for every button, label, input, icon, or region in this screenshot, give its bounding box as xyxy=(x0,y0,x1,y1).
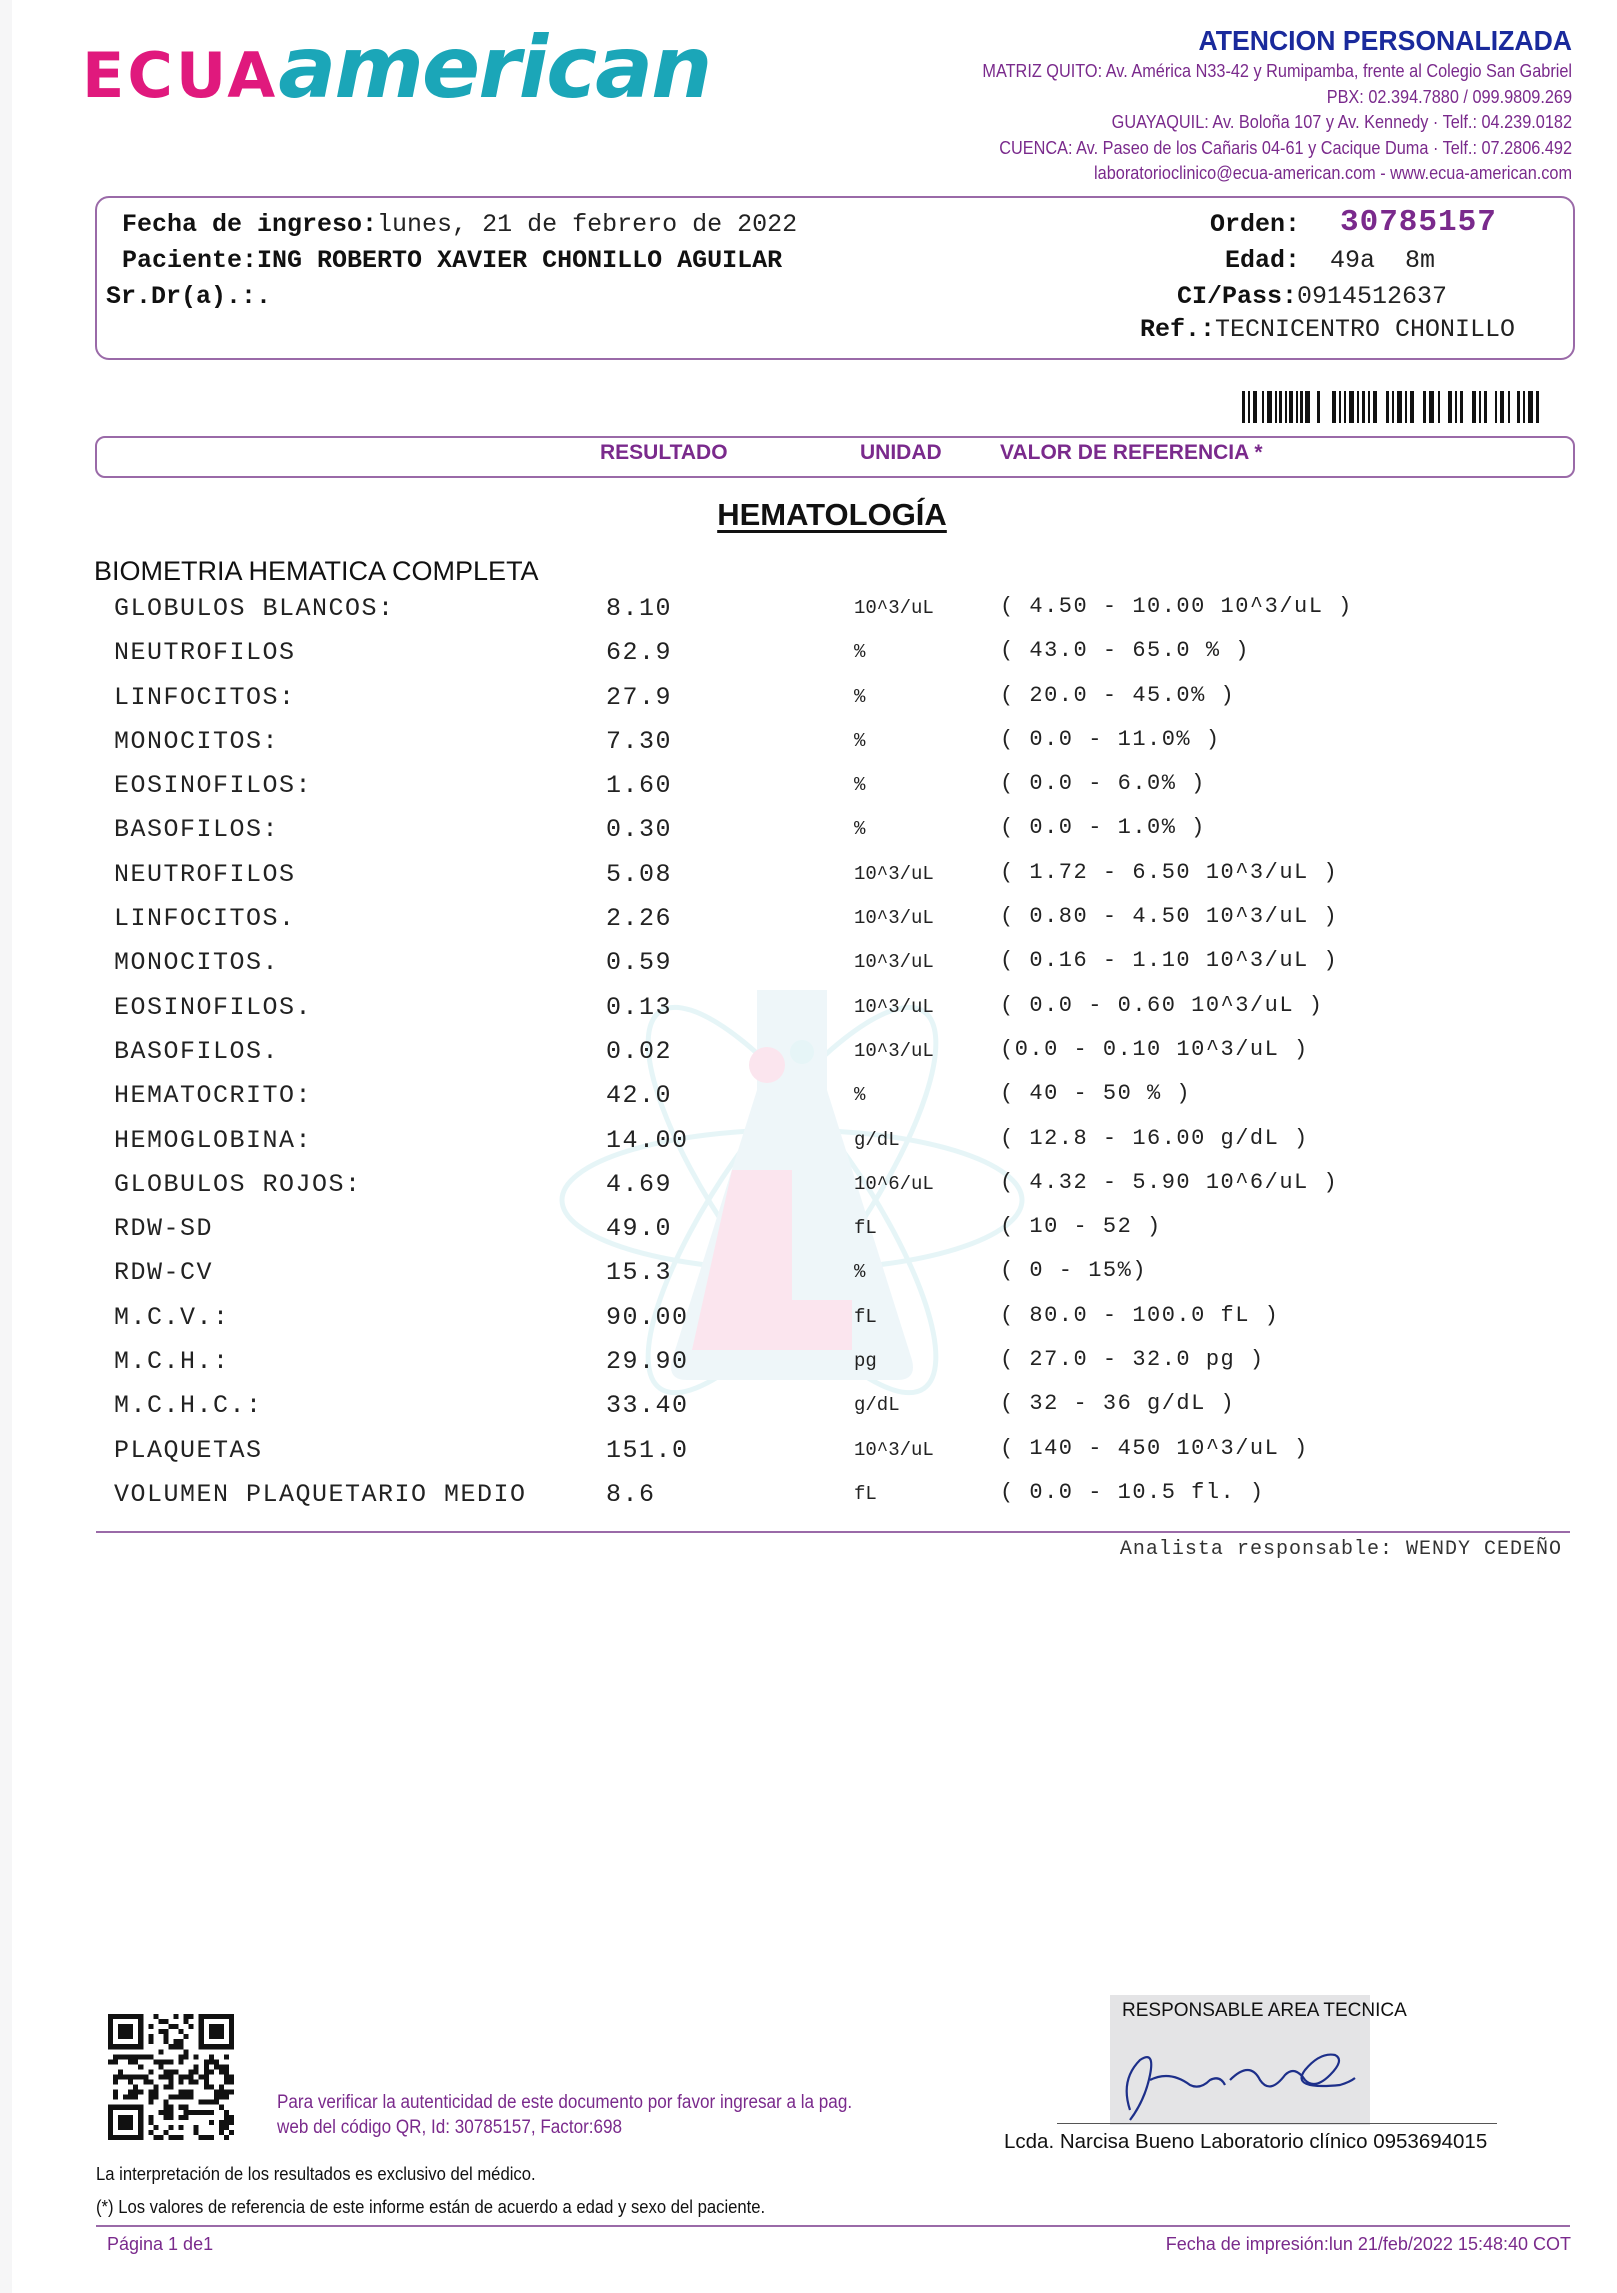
signer-name: Lcda. Narcisa Bueno Laboratorio clínico 0953694015 xyxy=(1004,2130,1488,2153)
test-reference: ( 0.0 - 11.0% ) xyxy=(1000,726,1221,752)
test-result: 4.69 xyxy=(606,1169,673,1199)
ci-value: 0914512637 xyxy=(1297,282,1448,311)
test-reference: ( 0.0 - 6.0% ) xyxy=(1000,771,1206,797)
barcode xyxy=(1242,391,1542,423)
signature xyxy=(1110,2030,1360,2125)
test-name: BASOFILOS. xyxy=(114,1036,280,1066)
analyst: Analista responsable: WENDY CEDEÑO xyxy=(1119,1538,1562,1561)
test-result: 14.00 xyxy=(606,1125,689,1155)
test-name: NEUTROFILOS xyxy=(114,859,296,889)
signature-line xyxy=(1057,2123,1497,2124)
result-row xyxy=(114,1037,1574,1081)
test-unit: fL xyxy=(854,1482,877,1505)
test-name: HEMOGLOBINA: xyxy=(114,1125,313,1155)
test-result: 8.10 xyxy=(606,594,673,623)
note-interpretation: La interpretación de los resultados es exclusivo del médico. xyxy=(96,2163,536,2184)
test-name: VOLUMEN PLAQUETARIO MEDIO xyxy=(114,1479,527,1509)
test-result: 0.02 xyxy=(606,1036,673,1066)
test-unit: 10^3/uL xyxy=(854,951,934,974)
ci xyxy=(1177,282,1447,311)
result-row xyxy=(114,1126,1574,1170)
test-unit: 10^3/uL xyxy=(854,907,934,930)
note-reference: (*) Los valores de referencia de este informe están de acuerdo a edad y sexo del paciente. xyxy=(96,2196,766,2217)
paciente-label: Paciente: xyxy=(122,246,258,275)
test-unit: 10^3/uL xyxy=(854,995,934,1018)
test-unit: g/dL xyxy=(854,1128,900,1151)
test-name: GLOBULOS ROJOS: xyxy=(114,1169,362,1199)
test-unit: g/dL xyxy=(854,1394,900,1417)
paciente-value: ING ROBERTO XAVIER CHONILLO AGUILAR xyxy=(257,246,783,275)
fecha-value: lunes, 21 de febrero de 2022 xyxy=(377,210,798,239)
test-unit: % xyxy=(854,1261,866,1284)
test-unit: pg xyxy=(854,1350,877,1373)
result-row xyxy=(114,815,1574,859)
test-reference: ( 40 - 50 % ) xyxy=(1000,1081,1192,1107)
fecha-label: Fecha de ingreso: xyxy=(122,210,378,239)
test-name: BASOFILOS: xyxy=(114,815,280,845)
test-result: 0.13 xyxy=(606,992,673,1022)
test-reference: (0.0 - 0.10 10^3/uL ) xyxy=(1000,1036,1309,1062)
ref-value: TECNICENTRO CHONILLO xyxy=(1215,315,1516,344)
report-page xyxy=(12,0,1617,2293)
result-row xyxy=(114,1347,1574,1391)
test-unit: % xyxy=(854,1084,866,1107)
test-result: 7.30 xyxy=(606,726,673,756)
result-row xyxy=(114,993,1574,1037)
test-reference: ( 27.0 - 32.0 pg ) xyxy=(1000,1347,1265,1373)
result-row xyxy=(114,860,1574,904)
test-name: PLAQUETAS xyxy=(114,1435,263,1465)
contact-line: PBX: 02.394.7880 / 099.9809.269 xyxy=(1326,85,1572,107)
test-name: M.C.H.: xyxy=(114,1347,230,1377)
paciente xyxy=(122,246,782,275)
ref-label: Ref.: xyxy=(1140,315,1216,344)
col-referencia: VALOR DE REFERENCIA * xyxy=(1000,441,1263,464)
test-name: EOSINOFILOS: xyxy=(114,771,313,801)
test-result: 49.0 xyxy=(606,1214,673,1244)
ci-label: CI/Pass: xyxy=(1177,282,1298,311)
contact-line: CUENCA: Av. Paseo de los Cañaris 04-61 y Cacique Duma · Telf.: 07.2806.492 xyxy=(999,136,1572,158)
test-reference: ( 0.0 - 1.0% ) xyxy=(1000,815,1206,841)
panel-title: BIOMETRIA HEMATICA COMPLETA xyxy=(94,556,539,586)
test-reference: ( 0.80 - 4.50 10^3/uL ) xyxy=(1000,904,1339,930)
test-result: 1.60 xyxy=(606,771,673,801)
result-row xyxy=(114,638,1574,682)
result-row xyxy=(114,948,1574,992)
fecha-ingreso xyxy=(122,210,797,239)
test-unit: % xyxy=(854,641,866,664)
test-result: 29.90 xyxy=(606,1347,689,1377)
test-name: MONOCITOS: xyxy=(114,726,280,756)
contact-block xyxy=(982,24,1572,186)
test-reference: ( 43.0 - 65.0 % ) xyxy=(1000,638,1250,664)
test-reference: ( 12.8 - 16.00 g/dL ) xyxy=(1000,1125,1309,1151)
test-result: 33.40 xyxy=(606,1391,689,1421)
contact-heading: ATENCION PERSONALIZADA xyxy=(1198,25,1572,56)
test-reference: ( 1.72 - 6.50 10^3/uL ) xyxy=(1000,859,1339,885)
test-result: 27.9 xyxy=(606,682,673,712)
results-separator xyxy=(96,1531,1570,1533)
qr-code xyxy=(108,2014,234,2140)
test-reference: ( 0.0 - 10.5 fl. ) xyxy=(1000,1479,1265,1505)
column-header-box xyxy=(95,436,1575,478)
footer-separator xyxy=(96,2225,1570,2227)
test-result: 90.00 xyxy=(606,1302,689,1332)
result-row xyxy=(114,1391,1574,1435)
results-table xyxy=(114,594,1574,1524)
test-result: 5.08 xyxy=(606,859,673,889)
test-result: 62.9 xyxy=(606,638,673,668)
verify-line: web del código QR, Id: 30785157, Factor:698 xyxy=(277,2117,623,2138)
test-result: 0.30 xyxy=(606,815,673,845)
col-resultado: RESULTADO xyxy=(600,441,728,464)
result-row xyxy=(114,727,1574,771)
test-name: LINFOCITOS: xyxy=(114,682,296,712)
test-reference: ( 20.0 - 45.0% ) xyxy=(1000,682,1236,708)
brand-logo xyxy=(82,18,711,118)
test-name: M.C.V.: xyxy=(114,1302,230,1332)
logo-ecua: ECUA xyxy=(82,39,279,112)
ref xyxy=(1140,315,1515,344)
result-row xyxy=(114,1081,1574,1125)
test-name: NEUTROFILOS xyxy=(114,638,296,668)
doctor-label: Sr.Dr(a).:. xyxy=(106,282,272,311)
test-unit: 10^3/uL xyxy=(854,862,934,885)
test-unit: 10^6/uL xyxy=(854,1172,934,1195)
result-row xyxy=(114,1214,1574,1258)
test-name: M.C.H.C.: xyxy=(114,1391,263,1421)
test-unit: fL xyxy=(854,1217,877,1240)
test-reference: ( 10 - 52 ) xyxy=(1000,1214,1162,1240)
orden-label: Orden: xyxy=(1210,210,1301,239)
edad-value: 49a 8m xyxy=(1330,246,1436,275)
test-name: RDW-SD xyxy=(114,1214,214,1244)
contact-line: laboratorioclinico@ecua-american.com - www.ecua-american.com xyxy=(1094,162,1572,183)
test-name: HEMATOCRITO: xyxy=(114,1081,313,1111)
test-unit: 10^3/uL xyxy=(854,1438,934,1461)
contact-line: MATRIZ QUITO: Av. América N33-42 y Rumipamba, frente al Colegio San Gabriel xyxy=(982,60,1572,81)
test-result: 8.6 xyxy=(606,1479,656,1509)
result-row xyxy=(114,594,1574,638)
test-result: 2.26 xyxy=(606,904,673,934)
page-number: Página 1 de1 xyxy=(107,2234,214,2254)
result-row xyxy=(114,904,1574,948)
test-unit: fL xyxy=(854,1305,877,1328)
contact-line: GUAYAQUIL: Av. Boloña 107 y Av. Kennedy · Telf.: 04.239.0182 xyxy=(1111,111,1572,132)
test-name: GLOBULOS BLANCOS: xyxy=(114,594,395,623)
test-reference: ( 32 - 36 g/dL ) xyxy=(1000,1391,1236,1417)
result-row xyxy=(114,1170,1574,1214)
print-date: Fecha de impresión:lun 21/feb/2022 15:48:40 COT xyxy=(1165,2234,1571,2254)
test-name: MONOCITOS. xyxy=(114,948,280,978)
verify-line: Para verificar la autenticidad de este documento por favor ingresar a la pag. xyxy=(277,2092,853,2113)
test-unit: % xyxy=(854,729,866,752)
result-row xyxy=(114,771,1574,815)
test-unit: % xyxy=(854,818,866,841)
result-row xyxy=(114,1480,1574,1524)
result-row xyxy=(114,683,1574,727)
doctor xyxy=(106,282,271,311)
test-unit: % xyxy=(854,774,866,797)
test-name: EOSINOFILOS. xyxy=(114,992,313,1022)
test-result: 15.3 xyxy=(606,1258,673,1288)
edad-label: Edad: xyxy=(1225,246,1301,275)
edad-value-wrap xyxy=(1330,246,1435,275)
test-name: RDW-CV xyxy=(114,1258,214,1288)
test-unit: 10^3/uL xyxy=(854,597,934,619)
edad xyxy=(1225,246,1300,275)
test-unit: % xyxy=(854,685,866,708)
test-reference: ( 140 - 450 10^3/uL ) xyxy=(1000,1435,1309,1461)
test-reference: ( 4.50 - 10.00 10^3/uL ) xyxy=(1000,594,1353,619)
result-row xyxy=(114,1258,1574,1302)
verification-text xyxy=(277,2090,852,2140)
test-result: 42.0 xyxy=(606,1081,673,1111)
result-row xyxy=(114,1303,1574,1347)
orden-number xyxy=(1340,205,1497,240)
test-result: 151.0 xyxy=(606,1435,689,1465)
logo-american: american xyxy=(278,18,711,118)
orden-value: 30785157 xyxy=(1340,205,1497,240)
orden xyxy=(1210,210,1300,239)
test-unit: 10^3/uL xyxy=(854,1039,934,1062)
col-unidad: UNIDAD xyxy=(860,441,942,464)
test-result: 0.59 xyxy=(606,948,673,978)
responsible-title: RESPONSABLE AREA TECNICA xyxy=(1122,2000,1407,2021)
test-reference: ( 0.16 - 1.10 10^3/uL ) xyxy=(1000,948,1339,974)
test-reference: ( 4.32 - 5.90 10^6/uL ) xyxy=(1000,1169,1339,1195)
test-reference: ( 0.0 - 0.60 10^3/uL ) xyxy=(1000,992,1324,1018)
test-reference: ( 80.0 - 100.0 fL ) xyxy=(1000,1302,1280,1328)
section-title: HEMATOLOGÍA xyxy=(717,497,947,532)
test-reference: ( 0 - 15%) xyxy=(1000,1258,1148,1284)
result-row xyxy=(114,1436,1574,1480)
test-name: LINFOCITOS. xyxy=(114,904,296,934)
